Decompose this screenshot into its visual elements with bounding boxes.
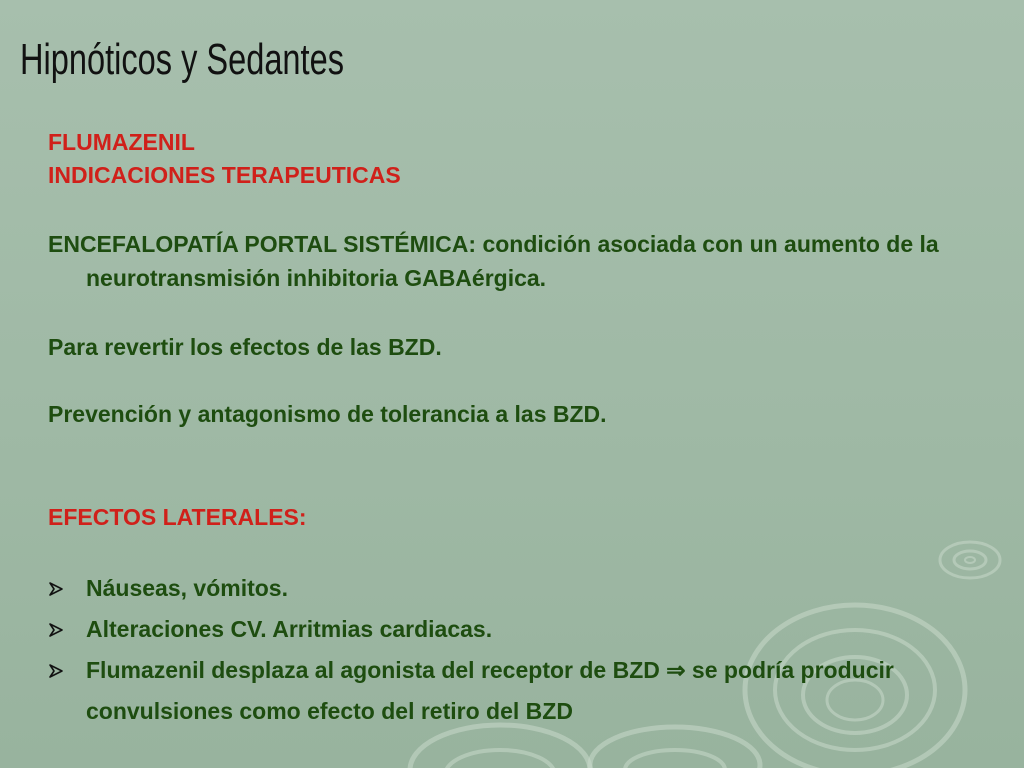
slide-title: Hipnóticos y Sedantes bbox=[20, 35, 344, 84]
drug-heading: FLUMAZENIL bbox=[48, 129, 195, 155]
arrowhead-bullet-icon bbox=[48, 609, 70, 650]
side-effects-list bbox=[48, 568, 968, 732]
arrowhead-bullet-icon bbox=[48, 650, 70, 691]
list-item bbox=[48, 650, 968, 732]
side-effects-heading: EFECTOS LATERALES: bbox=[48, 504, 307, 530]
indications-heading: INDICACIONES TERAPEUTICAS bbox=[48, 162, 401, 188]
list-item bbox=[48, 568, 968, 609]
list-item bbox=[48, 609, 968, 650]
list-item-text: Náuseas, vómitos. bbox=[86, 575, 288, 601]
paragraph-tolerance: Prevención y antagonismo de tolerancia a las BZD. bbox=[48, 401, 607, 427]
paragraph-encephalopathy: ENCEFALOPATÍA PORTAL SISTÉMICA: condición asociada con un aumento de la neurotransmisión inhibitoria GABAérgica. bbox=[48, 231, 939, 291]
list-item-text: Alteraciones CV. Arritmias cardiacas. bbox=[86, 616, 493, 642]
list-item-text: Flumazenil desplaza al agonista del receptor de BZD ⇒ se podría producir convulsiones como efecto del retiro del BZD bbox=[86, 657, 894, 724]
paragraph-revert-bzd: Para revertir los efectos de las BZD. bbox=[48, 334, 442, 360]
arrowhead-bullet-icon bbox=[48, 568, 70, 609]
